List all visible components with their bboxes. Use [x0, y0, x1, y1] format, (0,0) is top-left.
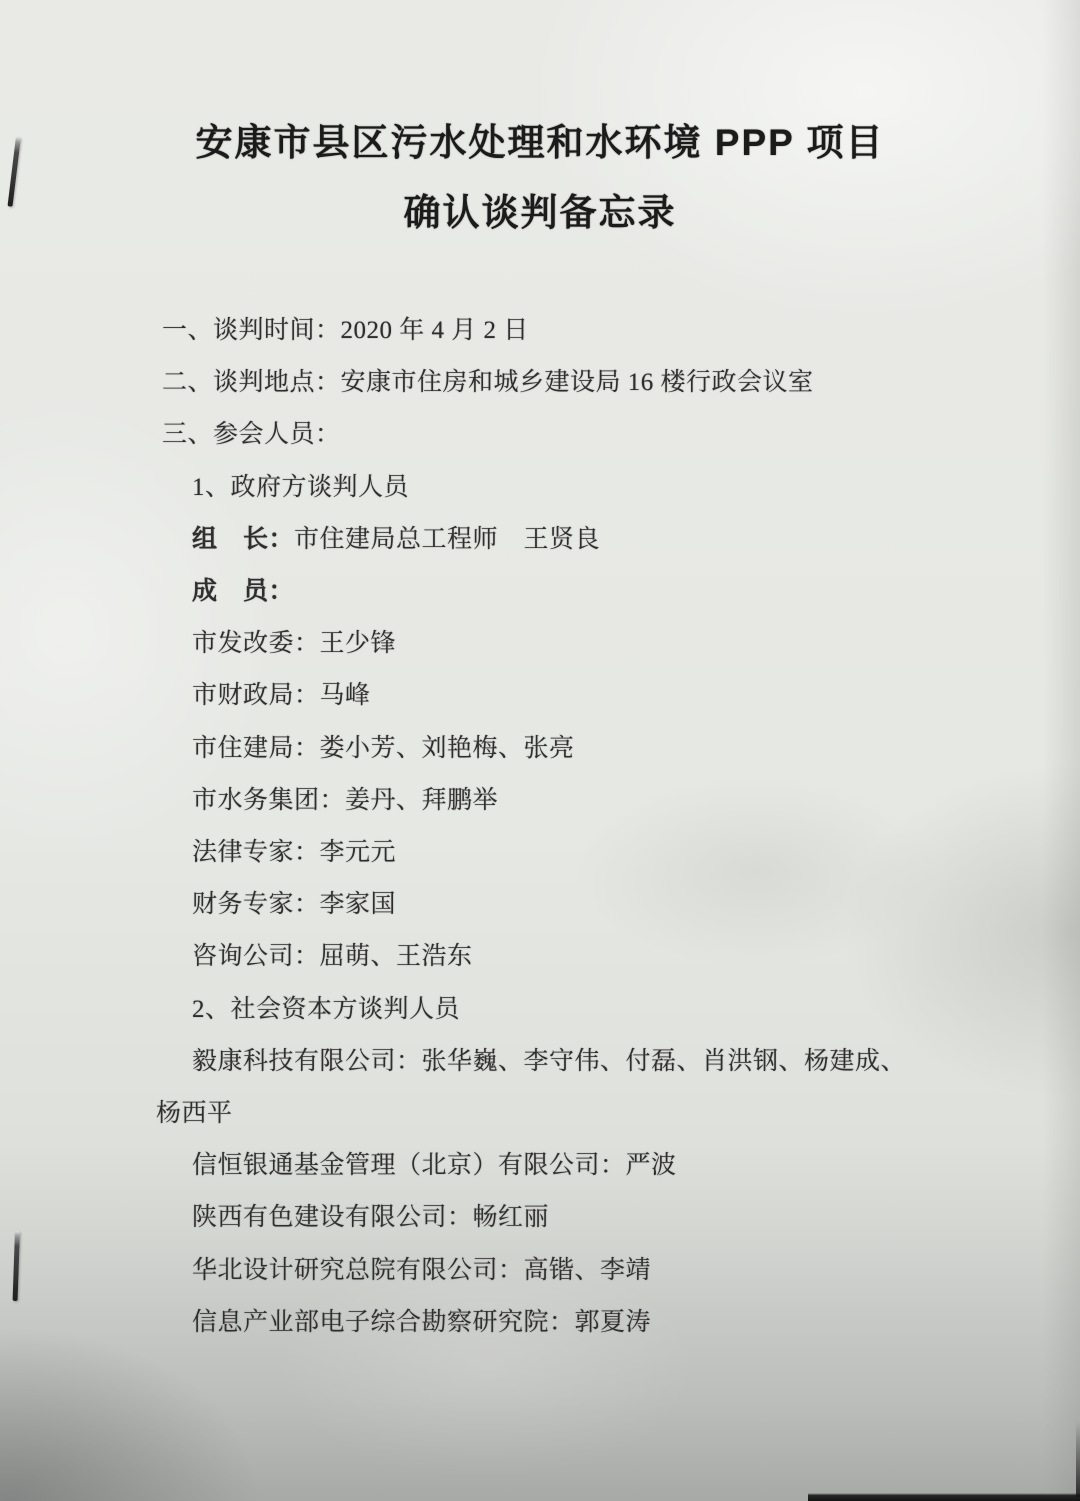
staple-icon	[13, 1231, 20, 1301]
desk-edge-shadow	[1076, 1422, 1080, 1497]
role-label: 组 长：	[192, 525, 295, 553]
doc-line-info-industry-institute: 信息产业部电子综合勘察研究院：郭夏涛	[192, 1308, 652, 1336]
doc-line-water-group: 市水务集团：姜丹、拜鹏举	[192, 786, 499, 814]
doc-line-housing-bureau: 市住建局：娄小芳、刘艳梅、张亮	[192, 734, 575, 762]
title-line-1: 安康市县区污水处理和水环境 PPP 项目	[195, 122, 885, 163]
doc-line-yikang-tech-continued: 杨西平	[156, 1100, 233, 1128]
doc-line-ndrc: 市发改委：王少锋	[192, 630, 397, 658]
doc-line-shaanxi-nonferrous: 陕西有色建设有限公司：畅红丽	[192, 1204, 550, 1232]
doc-line-yikang-tech: 毅康科技有限公司：张华巍、李守伟、付磊、肖洪钢、杨建成、	[192, 1047, 907, 1075]
role-value: 市住建局总工程师 王贤良	[294, 525, 601, 553]
doc-line-group-leader	[148, 514, 1030, 566]
doc-line-negotiation-time: 一、谈判时间：2020 年 4 月 2 日	[162, 317, 529, 344]
document-title	[0, 108, 1080, 248]
doc-line-finance-bureau: 市财政局：马峰	[192, 682, 371, 710]
doc-line-government-side-heading: 1、政府方谈判人员	[192, 473, 410, 501]
doc-line-consulting-company: 咨询公司：屈萌、王浩东	[192, 943, 473, 971]
doc-line-legal-expert: 法律专家：李元元	[192, 839, 397, 867]
desk-edge-shadow	[808, 1493, 1080, 1501]
title-line-2: 确认谈判备忘录	[403, 192, 677, 233]
document-body	[148, 305, 1030, 1349]
doc-line-social-capital-heading: 2、社会资本方谈判人员	[192, 995, 461, 1023]
doc-line-participants-heading: 三、参会人员：	[162, 421, 341, 449]
doc-line-huabei-design: 华北设计研究总院有限公司：高锴、李靖	[192, 1256, 652, 1284]
doc-line-xinheng-fund: 信恒银通基金管理（北京）有限公司：严波	[192, 1152, 677, 1180]
doc-line-finance-expert: 财务专家：李家国	[192, 891, 397, 919]
doc-line-negotiation-place: 二、谈判地点：安康市住房和城乡建设局 16 楼行政会议室	[162, 369, 814, 397]
doc-line-members-label: 成 员：	[192, 578, 295, 606]
